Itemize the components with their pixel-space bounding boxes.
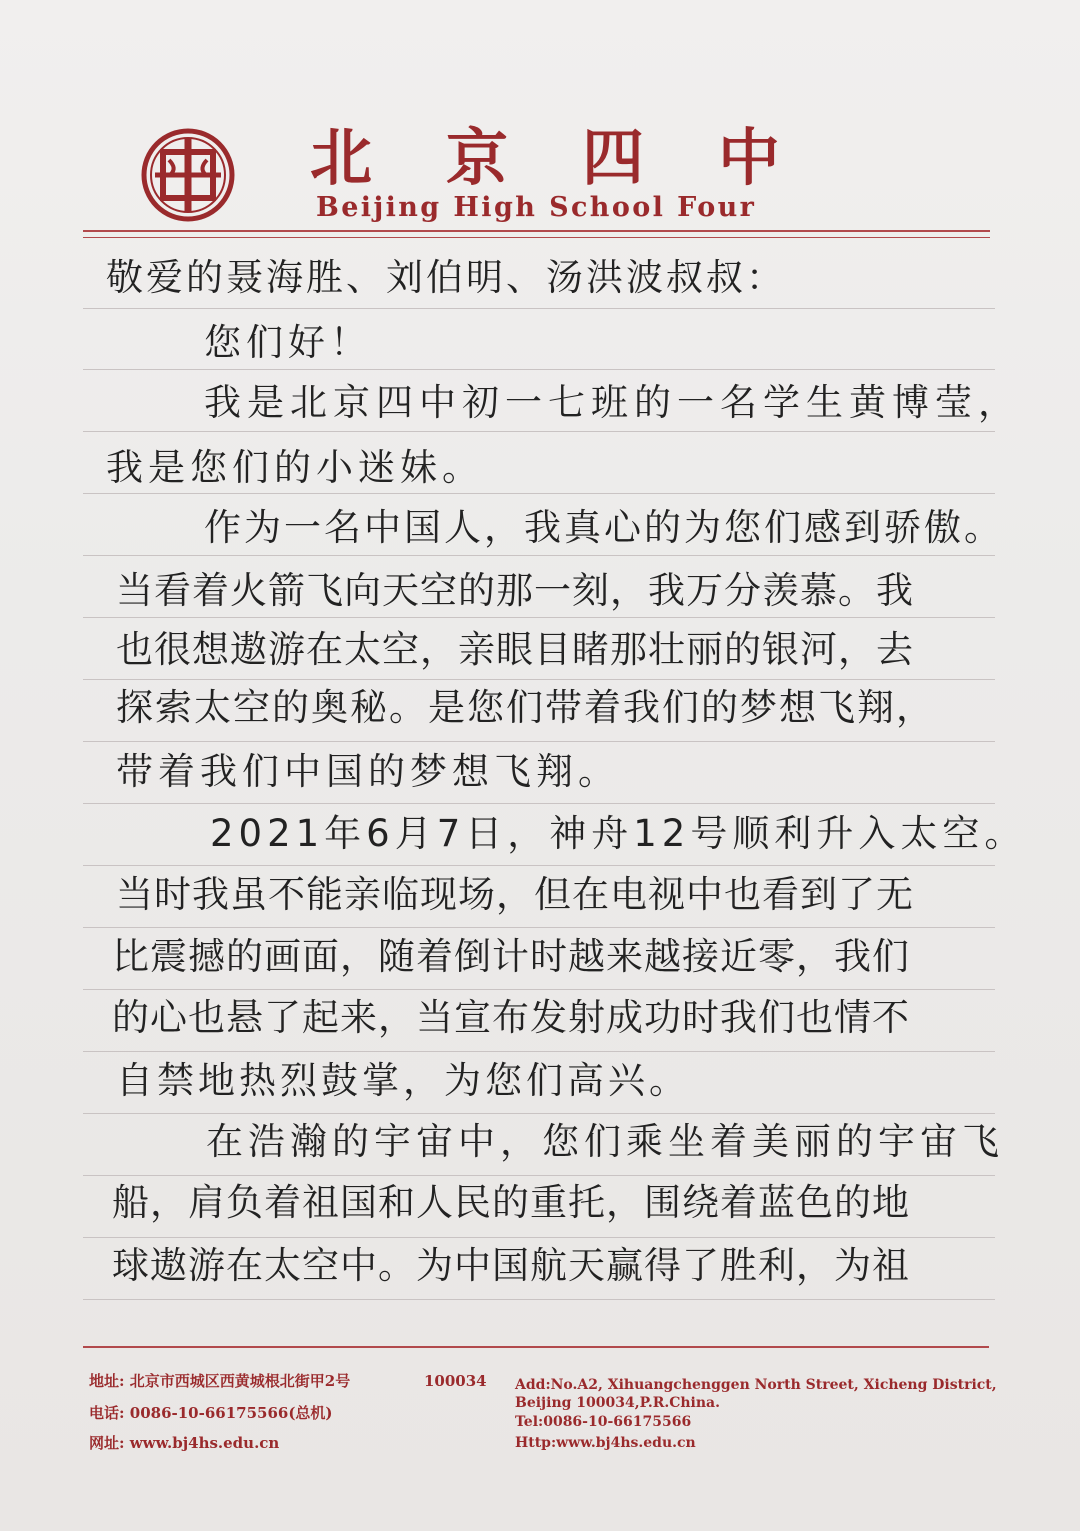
ruled-line <box>83 1113 995 1114</box>
letter-salutation: 敬爱的聂海胜、刘伯明、汤洪波叔叔： <box>106 256 786 299</box>
school-emblem-icon <box>141 128 235 222</box>
footer-web-en: Http:www.bj4hs.edu.cn <box>515 1435 696 1451</box>
ruled-line <box>83 803 995 804</box>
letter-line: 自禁地热烈鼓掌，为您们高兴。 <box>116 1059 690 1102</box>
letter-line: 探索太空的奥秘。是您们带着我们的梦想飞翔， <box>116 686 935 729</box>
letter-line: 球遨游在太空中。为中国航天赢得了胜利，为祖 <box>112 1244 910 1287</box>
footer-phone-cn: 电话: 0086-10-66175566(总机) <box>89 1404 333 1422</box>
ruled-line <box>83 308 995 309</box>
letterhead-divider-thin <box>83 237 990 238</box>
school-name-chinese: 北京四中 <box>310 121 855 194</box>
letter-line: 在浩瀚的宇宙中，您们乘坐着美丽的宇宙飞 <box>206 1120 1004 1163</box>
ruled-line <box>83 369 995 370</box>
letter-line: 船，肩负着祖国和人民的重托，围绕着蓝色的地 <box>112 1181 910 1224</box>
ruled-line <box>83 1175 995 1176</box>
ruled-line <box>83 741 995 742</box>
letter-line: 当看着火箭飞向天空的那一刻，我万分羡慕。我 <box>116 569 914 612</box>
ruled-line <box>83 927 995 928</box>
ruled-line <box>83 865 995 866</box>
letter-line: 的心也悬了起来，当宣布发射成功时我们也情不 <box>112 996 910 1039</box>
footer-address-en-line1: Add:No.A2, Xihuangchenggen North Street, Xicheng District, <box>515 1377 997 1393</box>
letter-line: 我是北京四中初一七班的一名学生黄博莹， <box>204 381 1021 424</box>
letter-line: 带着我们中国的梦想飞翔。 <box>116 750 620 793</box>
footer-phone-en: Tel:0086-10-66175566 <box>515 1414 692 1430</box>
footer-postcode: 100034 <box>424 1372 487 1390</box>
ruled-line <box>83 1299 995 1300</box>
ruled-line <box>83 431 995 432</box>
ruled-line <box>83 1051 995 1052</box>
ruled-line <box>83 989 995 990</box>
ruled-line <box>83 555 995 556</box>
letter-line: 我是您们的小迷妹。 <box>106 446 484 489</box>
footer-web-cn: 网址: www.bj4hs.edu.cn <box>89 1434 280 1452</box>
letter-line: 比震撼的画面，随着倒计时越来越接近零，我们 <box>112 935 910 978</box>
ruled-line <box>83 1237 995 1238</box>
letter-line: 2021年6月7日，神舟12号顺利升入太空。 <box>210 812 1027 855</box>
letter-line: 作为一名中国人，我真心的为您们感到骄傲。 <box>204 506 1004 549</box>
footer-address-cn: 地址: 北京市西城区西黄城根北街甲2号 <box>89 1372 351 1390</box>
footer-address-en-line2: Beijing 100034,P.R.China. <box>515 1395 720 1411</box>
letter-greeting: 您们好！ <box>204 321 372 364</box>
letter-line: 当时我虽不能亲临现场，但在电视中也看到了无 <box>116 873 914 916</box>
letter-line: 也很想遨游在太空，亲眼目睹那壮丽的银河，去 <box>116 628 914 671</box>
school-name-english: Beijing High School Four <box>316 192 757 223</box>
footer-divider <box>83 1346 989 1348</box>
ruled-line <box>83 617 995 618</box>
ruled-line <box>83 679 995 680</box>
ruled-line <box>83 493 995 494</box>
letterhead-divider <box>83 230 990 232</box>
